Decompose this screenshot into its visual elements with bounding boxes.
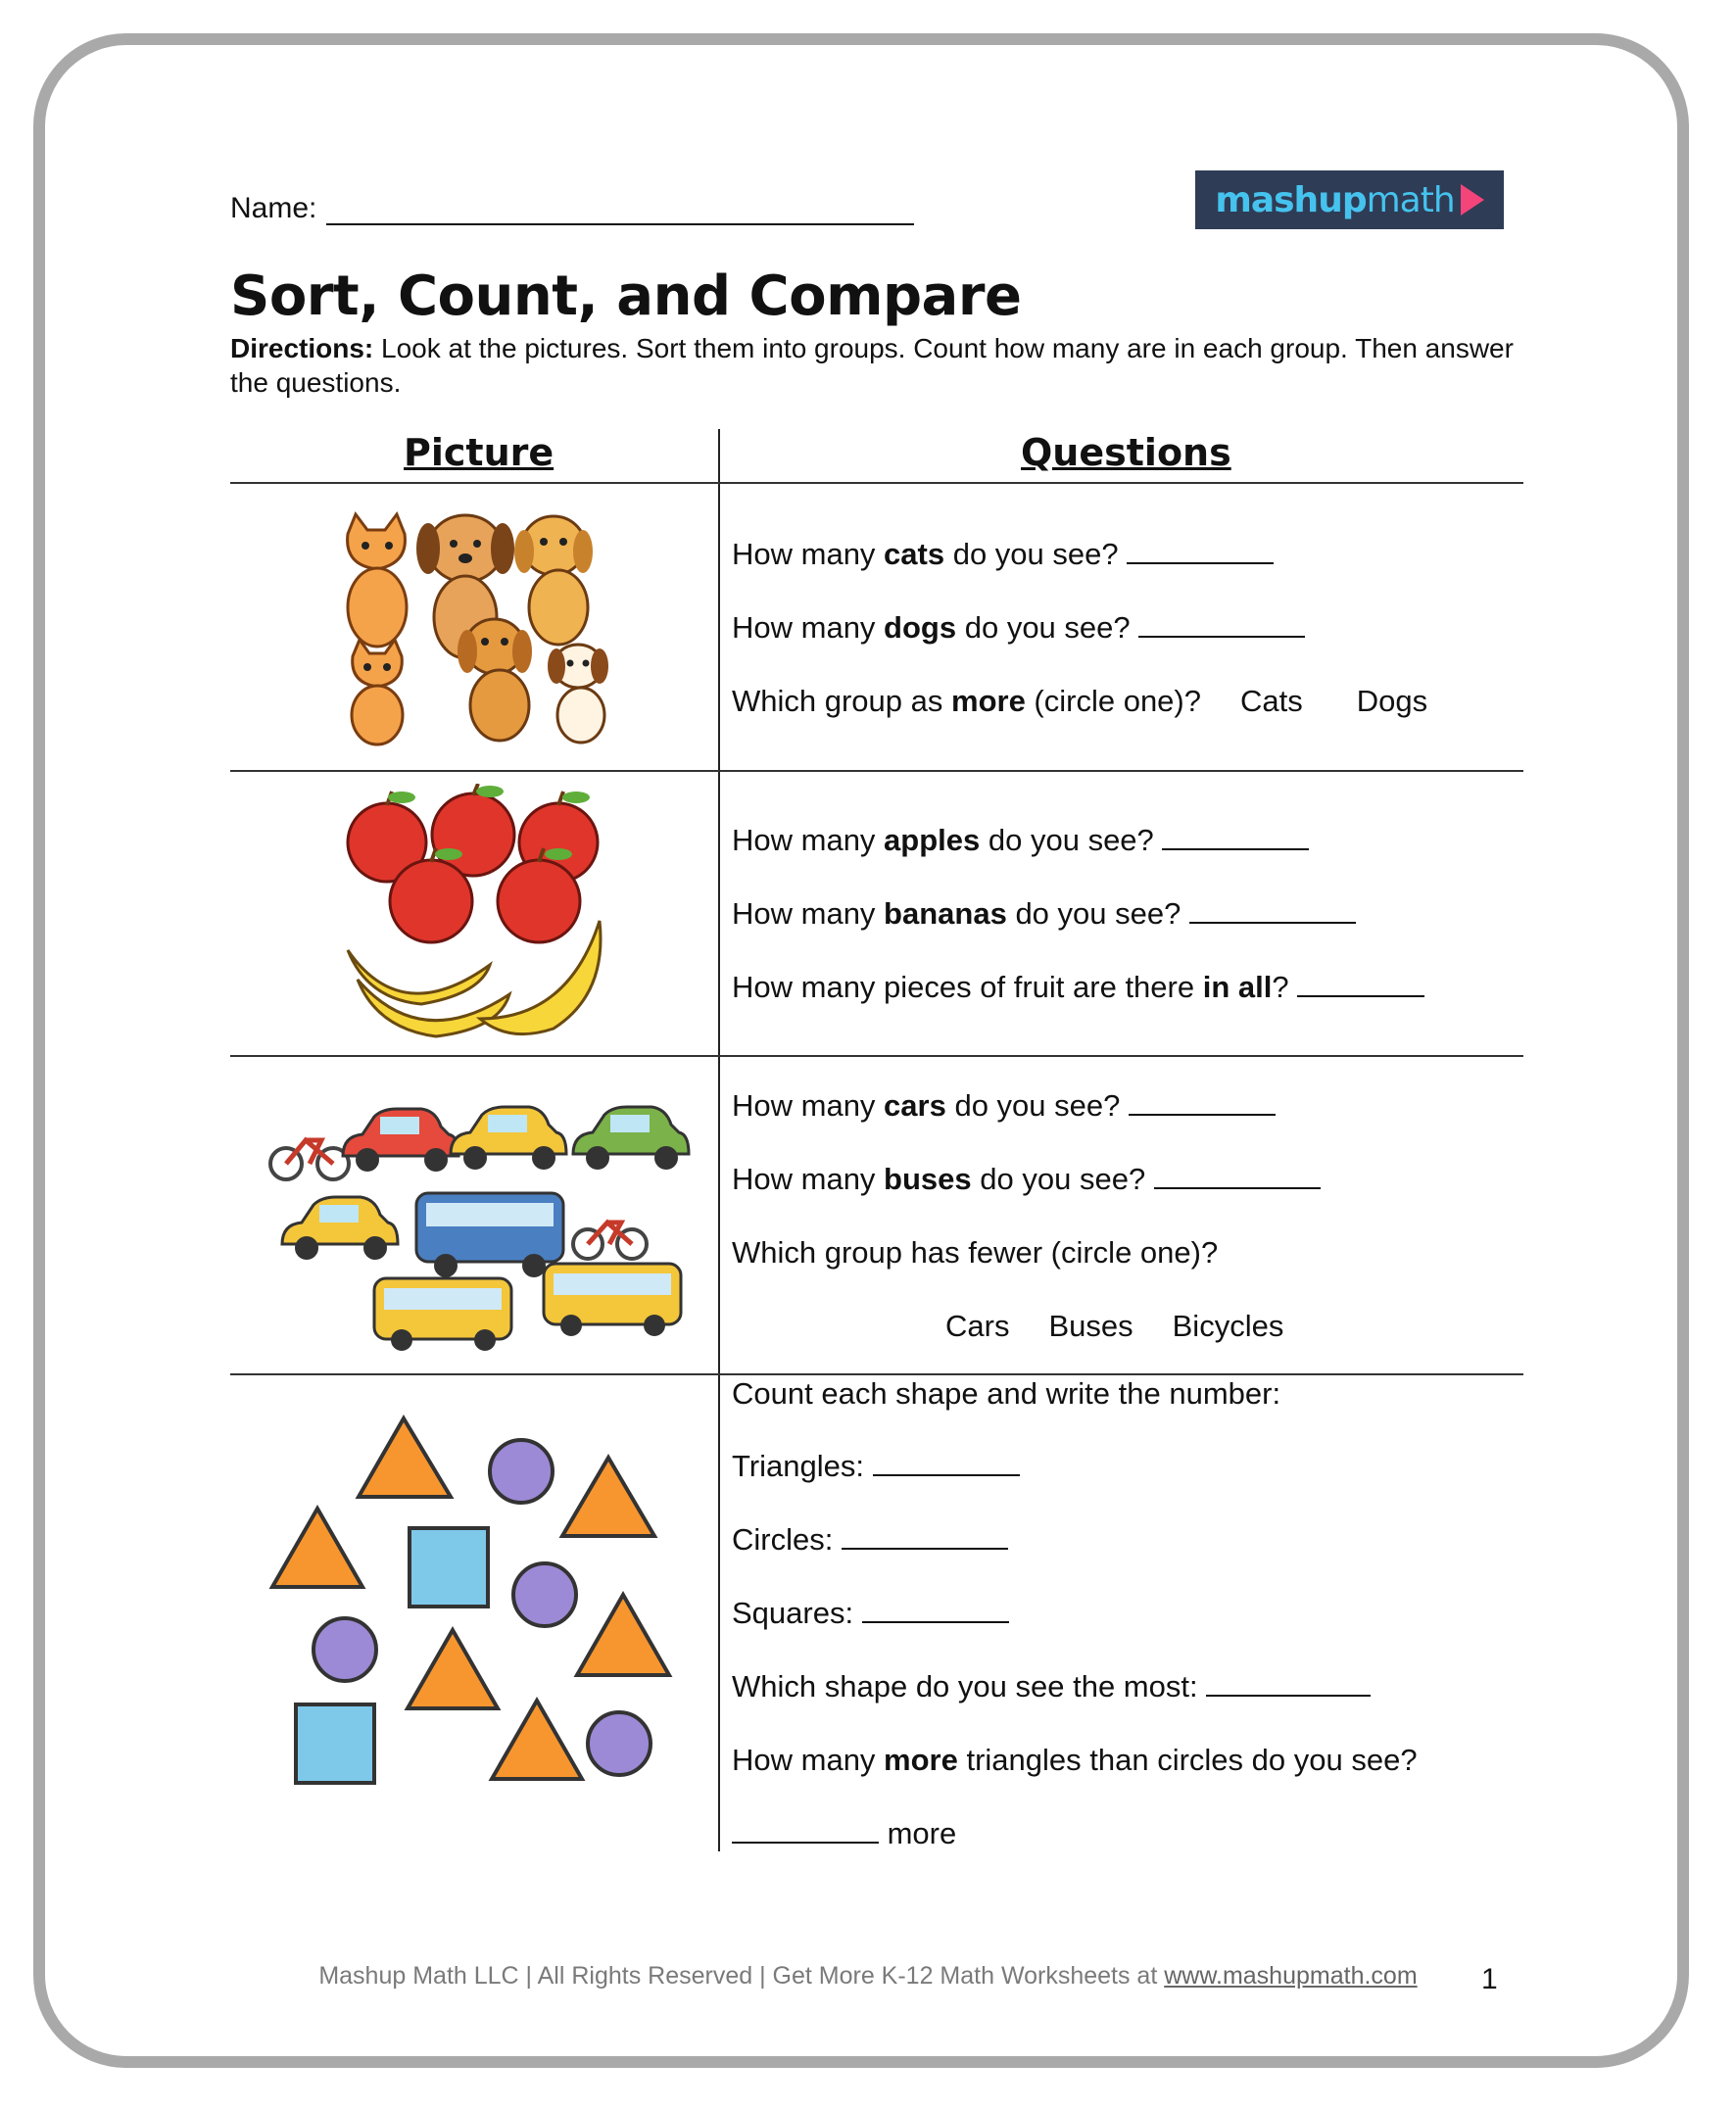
answer-blank[interactable] <box>842 1524 1008 1550</box>
answer-blank[interactable] <box>1129 1090 1276 1116</box>
answer-blank[interactable] <box>1162 825 1309 850</box>
name-label: Name: <box>230 192 317 224</box>
directions-text: Look at the pictures. Sort them into groups. Count how many are in each group. Then answer the questions. <box>230 333 1514 398</box>
cat-icon <box>352 640 403 744</box>
page-number: 1 <box>1481 1963 1498 1995</box>
option-cars[interactable]: Cars <box>945 1309 1010 1343</box>
column-header-questions: Questions <box>1021 431 1231 474</box>
question-triangles: Triangles: <box>732 1449 1020 1484</box>
circle-shape <box>313 1618 376 1681</box>
footer: Mashup Math LLC | All Rights Reserved | Get More K-12 Math Worksheets at www.mashupmath.com <box>318 1962 1418 1990</box>
option-buses[interactable]: Buses <box>1048 1309 1133 1343</box>
dog-icon <box>458 619 532 741</box>
answer-blank[interactable] <box>1297 972 1424 997</box>
name-field[interactable] <box>326 198 914 225</box>
answer-blank[interactable] <box>862 1598 1009 1623</box>
triangle-shape <box>359 1418 451 1497</box>
triangle-shape <box>408 1630 498 1708</box>
question-fewer-group: Which group has fewer (circle one)? <box>732 1235 1219 1270</box>
triangle-shape <box>272 1509 362 1587</box>
directions-label: Directions: <box>230 333 374 363</box>
logo-text-bold: mashup <box>1215 179 1367 220</box>
question-most-shape: Which shape do you see the most: <box>732 1669 1371 1704</box>
question-dogs: How many dogs do you see? <box>732 610 1305 646</box>
question-apples: How many apples do you see? <box>732 823 1309 858</box>
answer-more-row: more <box>732 1816 956 1851</box>
bus-icon <box>374 1278 511 1351</box>
footer-link[interactable]: www.mashupmath.com <box>1164 1962 1418 1990</box>
triangle-shape <box>577 1595 669 1675</box>
logo-text-light: math <box>1366 179 1455 220</box>
answer-blank[interactable] <box>873 1451 1020 1476</box>
directions <box>230 331 1543 400</box>
question-buses: How many buses do you see? <box>732 1162 1321 1197</box>
question-cats: How many cats do you see? <box>732 537 1274 572</box>
cats-and-dogs-picture <box>318 504 632 749</box>
question-bananas: How many bananas do you see? <box>732 896 1356 932</box>
column-header-picture: Picture <box>404 431 555 474</box>
car-icon <box>282 1197 398 1260</box>
triangle-shape <box>562 1458 654 1536</box>
answer-blank[interactable] <box>1189 898 1356 924</box>
bicycle-icon <box>573 1223 647 1259</box>
answer-blank[interactable] <box>1138 612 1305 638</box>
question-more-triangles: How many more triangles than circles do you see? <box>732 1743 1418 1777</box>
question-more-group: Which group as more (circle one)? Cats Dogs <box>732 684 1428 718</box>
question-circles: Circles: <box>732 1522 1008 1558</box>
answer-blank[interactable] <box>1154 1164 1321 1189</box>
bus-icon <box>544 1264 681 1336</box>
circle-shape <box>588 1712 651 1775</box>
option-cats[interactable]: Cats <box>1240 684 1303 718</box>
triangle-shape <box>492 1701 582 1779</box>
answer-blank[interactable] <box>732 1818 879 1844</box>
row-divider <box>230 1373 1523 1375</box>
page-title: Sort, Count, and Compare <box>230 264 1022 328</box>
option-bicycles[interactable]: Bicycles <box>1172 1309 1284 1343</box>
vehicles-picture <box>265 1078 696 1352</box>
cat-icon <box>348 514 407 647</box>
shapes-picture <box>265 1411 696 1802</box>
bicycle-icon <box>270 1140 349 1179</box>
option-dogs[interactable]: Dogs <box>1356 684 1428 718</box>
name-row <box>230 192 914 225</box>
answer-blank[interactable] <box>1127 539 1274 564</box>
square-shape <box>410 1528 488 1607</box>
car-icon <box>573 1107 689 1170</box>
square-shape <box>296 1704 374 1783</box>
row-divider <box>230 482 1523 484</box>
circle-shape <box>513 1563 576 1626</box>
shapes-intro: Count each shape and write the number: <box>732 1376 1281 1411</box>
bus-icon <box>416 1193 563 1277</box>
question-squares: Squares: <box>732 1596 1009 1631</box>
car-icon <box>343 1109 458 1172</box>
row-divider <box>230 1055 1523 1057</box>
mashupmath-logo <box>1195 170 1504 229</box>
play-icon <box>1461 184 1484 216</box>
fewer-options <box>945 1309 1283 1344</box>
dog-icon <box>514 516 593 645</box>
apples-and-bananas-picture <box>343 784 607 1048</box>
question-cars: How many cars do you see? <box>732 1088 1276 1124</box>
car-icon <box>451 1107 566 1170</box>
column-divider <box>718 429 720 1851</box>
circle-shape <box>490 1440 553 1503</box>
question-fruit-total: How many pieces of fruit are there in all? <box>732 970 1424 1005</box>
dog-icon <box>548 645 608 743</box>
answer-blank[interactable] <box>1206 1671 1371 1697</box>
row-divider <box>230 770 1523 772</box>
